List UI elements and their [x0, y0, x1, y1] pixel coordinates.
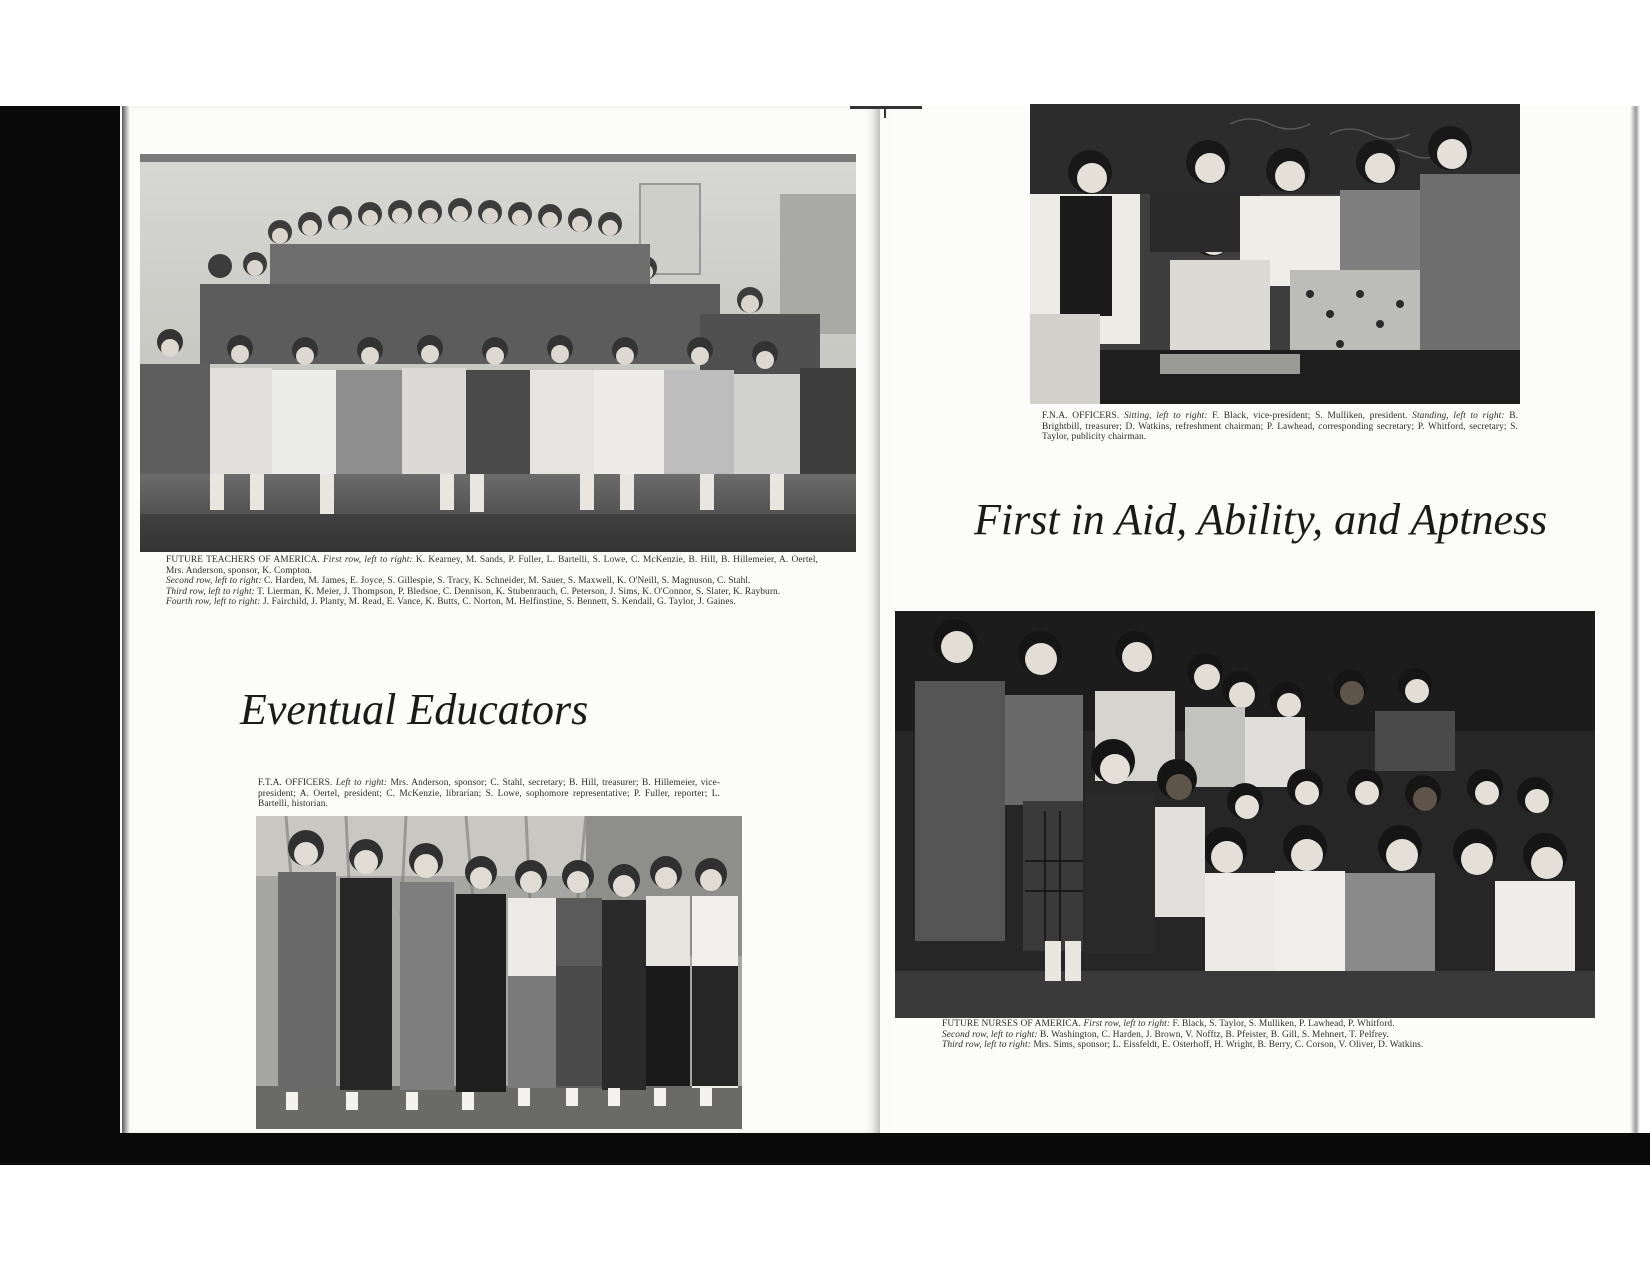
fna-row3-direction: Third row, left to right:	[942, 1040, 1031, 1051]
fta-group-photo	[140, 154, 856, 552]
fta-row2-names: C. Harden, M. James, E. Joyce, S. Gillespie, S. Tracy, K. Schneider, M. Sauer, S. Maxwell, K. O'Neill, S. Magnuson, C. Stahl.	[264, 576, 751, 587]
fna-standing-names: B. Brightbill, treasurer; D. Watkins, refreshment chairman; P. Lawhead, corresponding secretary; P. Whitford, secretary; S. Taylor, publicity chairman.	[1042, 411, 1519, 443]
fta-row3-direction: Third row, left to right:	[166, 586, 255, 597]
fna-sitting-direction: Sitting, left to right:	[1123, 411, 1208, 421]
fta-group-label: FUTURE TEACHERS OF AMERICA.	[166, 555, 320, 565]
fna-officers-label: F.N.A. OFFICERS.	[1042, 411, 1120, 421]
page-mark	[850, 106, 922, 109]
fna-officers-caption	[1042, 411, 1518, 443]
binding-shadow	[122, 106, 130, 1133]
right-page-headline: First in Aid, Ability, and Aptness	[974, 495, 1548, 544]
fna-row3-names: Mrs. Sims, sponsor; L. Eissfeldt, E. Osterhoff, H. Wright, B. Berry, C. Corson, V. Oliver, D. Watkins.	[1033, 1040, 1424, 1051]
fna-standing-direction: Standing, left to right:	[1412, 411, 1505, 421]
left-page-headline: Eventual Educators	[240, 685, 589, 734]
fna-officers-photo	[1030, 104, 1520, 404]
fta-officers-caption	[258, 778, 720, 810]
fta-row1-direction: First row, left to right:	[322, 555, 413, 565]
fna-group-caption	[942, 1019, 1564, 1051]
fna-row2-names: B. Washington, C. Harden, J. Brown, V. Nofftz, B. Pfeister, B. Gill, S. Mehnert, T. Pelfrey.	[1040, 1029, 1389, 1040]
right-page	[890, 106, 1640, 1133]
fna-row1-names: F. Black, S. Taylor, S. Mulliken, P. Lawhead, P. Whitford.	[1172, 1019, 1395, 1029]
fta-officers-label: F.T.A. OFFICERS.	[258, 778, 333, 788]
fna-sitting-names: F. Black, vice-president; S. Mulliken, president.	[1212, 411, 1408, 421]
scan-top-margin	[0, 0, 1650, 106]
fta-row2-direction: Second row, left to right:	[166, 576, 262, 587]
yearbook-spread	[120, 106, 1640, 1133]
fta-officers-photo	[256, 816, 742, 1129]
fta-row3-names: T. Lierman, K. Meier, J. Thompson, P. Bledsoe, C. Dennison, K. Stubenrauch, C. Peterson, J. Sims, K. O'Connor, S. Slater, K. Rayburn.	[257, 586, 781, 597]
fta-group-caption	[166, 555, 818, 608]
fta-row1-names: K. Kearney, M. Sands, P. Fuller, L. Bartelli, S. Lowe, C. McKenzie, B. Hill, B. Hillemeier, A. Oertel, Mrs. Anderson, sponsor, K. Compton.	[166, 555, 818, 576]
fta-row4-direction: Fourth row, left to right:	[166, 597, 261, 608]
fta-officers-names: Mrs. Anderson, sponsor; C. Stahl, secretary; B. Hill, treasurer; B. Hillemeier, vice-president; A. Oertel, president; C. McKenzie, librarian; S. Lowe, sophomore representative; P. Fuller, reporter; L. Bartelli, historian.	[258, 778, 720, 810]
fna-group-photo	[895, 611, 1595, 1018]
scan-bottom-border	[0, 1133, 1650, 1165]
fna-row2-direction: Second row, left to right:	[942, 1029, 1038, 1040]
left-page	[120, 106, 880, 1133]
fta-officers-direction: Left to right:	[335, 778, 388, 788]
page-mark-stem	[884, 108, 886, 118]
scan-left-border	[0, 106, 120, 1164]
fna-group-label: FUTURE NURSES OF AMERICA.	[942, 1019, 1081, 1029]
fna-row1-direction: First row, left to right:	[1083, 1019, 1171, 1029]
fta-row4-names: J. Fairchild, J. Planty, M. Read, E. Vance, K. Butts, C. Norton, M. Helfinstine, S. Bennett, S. Kendall, G. Taylor, J. Gaines.	[262, 597, 736, 608]
page-edge-shadow	[1630, 106, 1640, 1133]
